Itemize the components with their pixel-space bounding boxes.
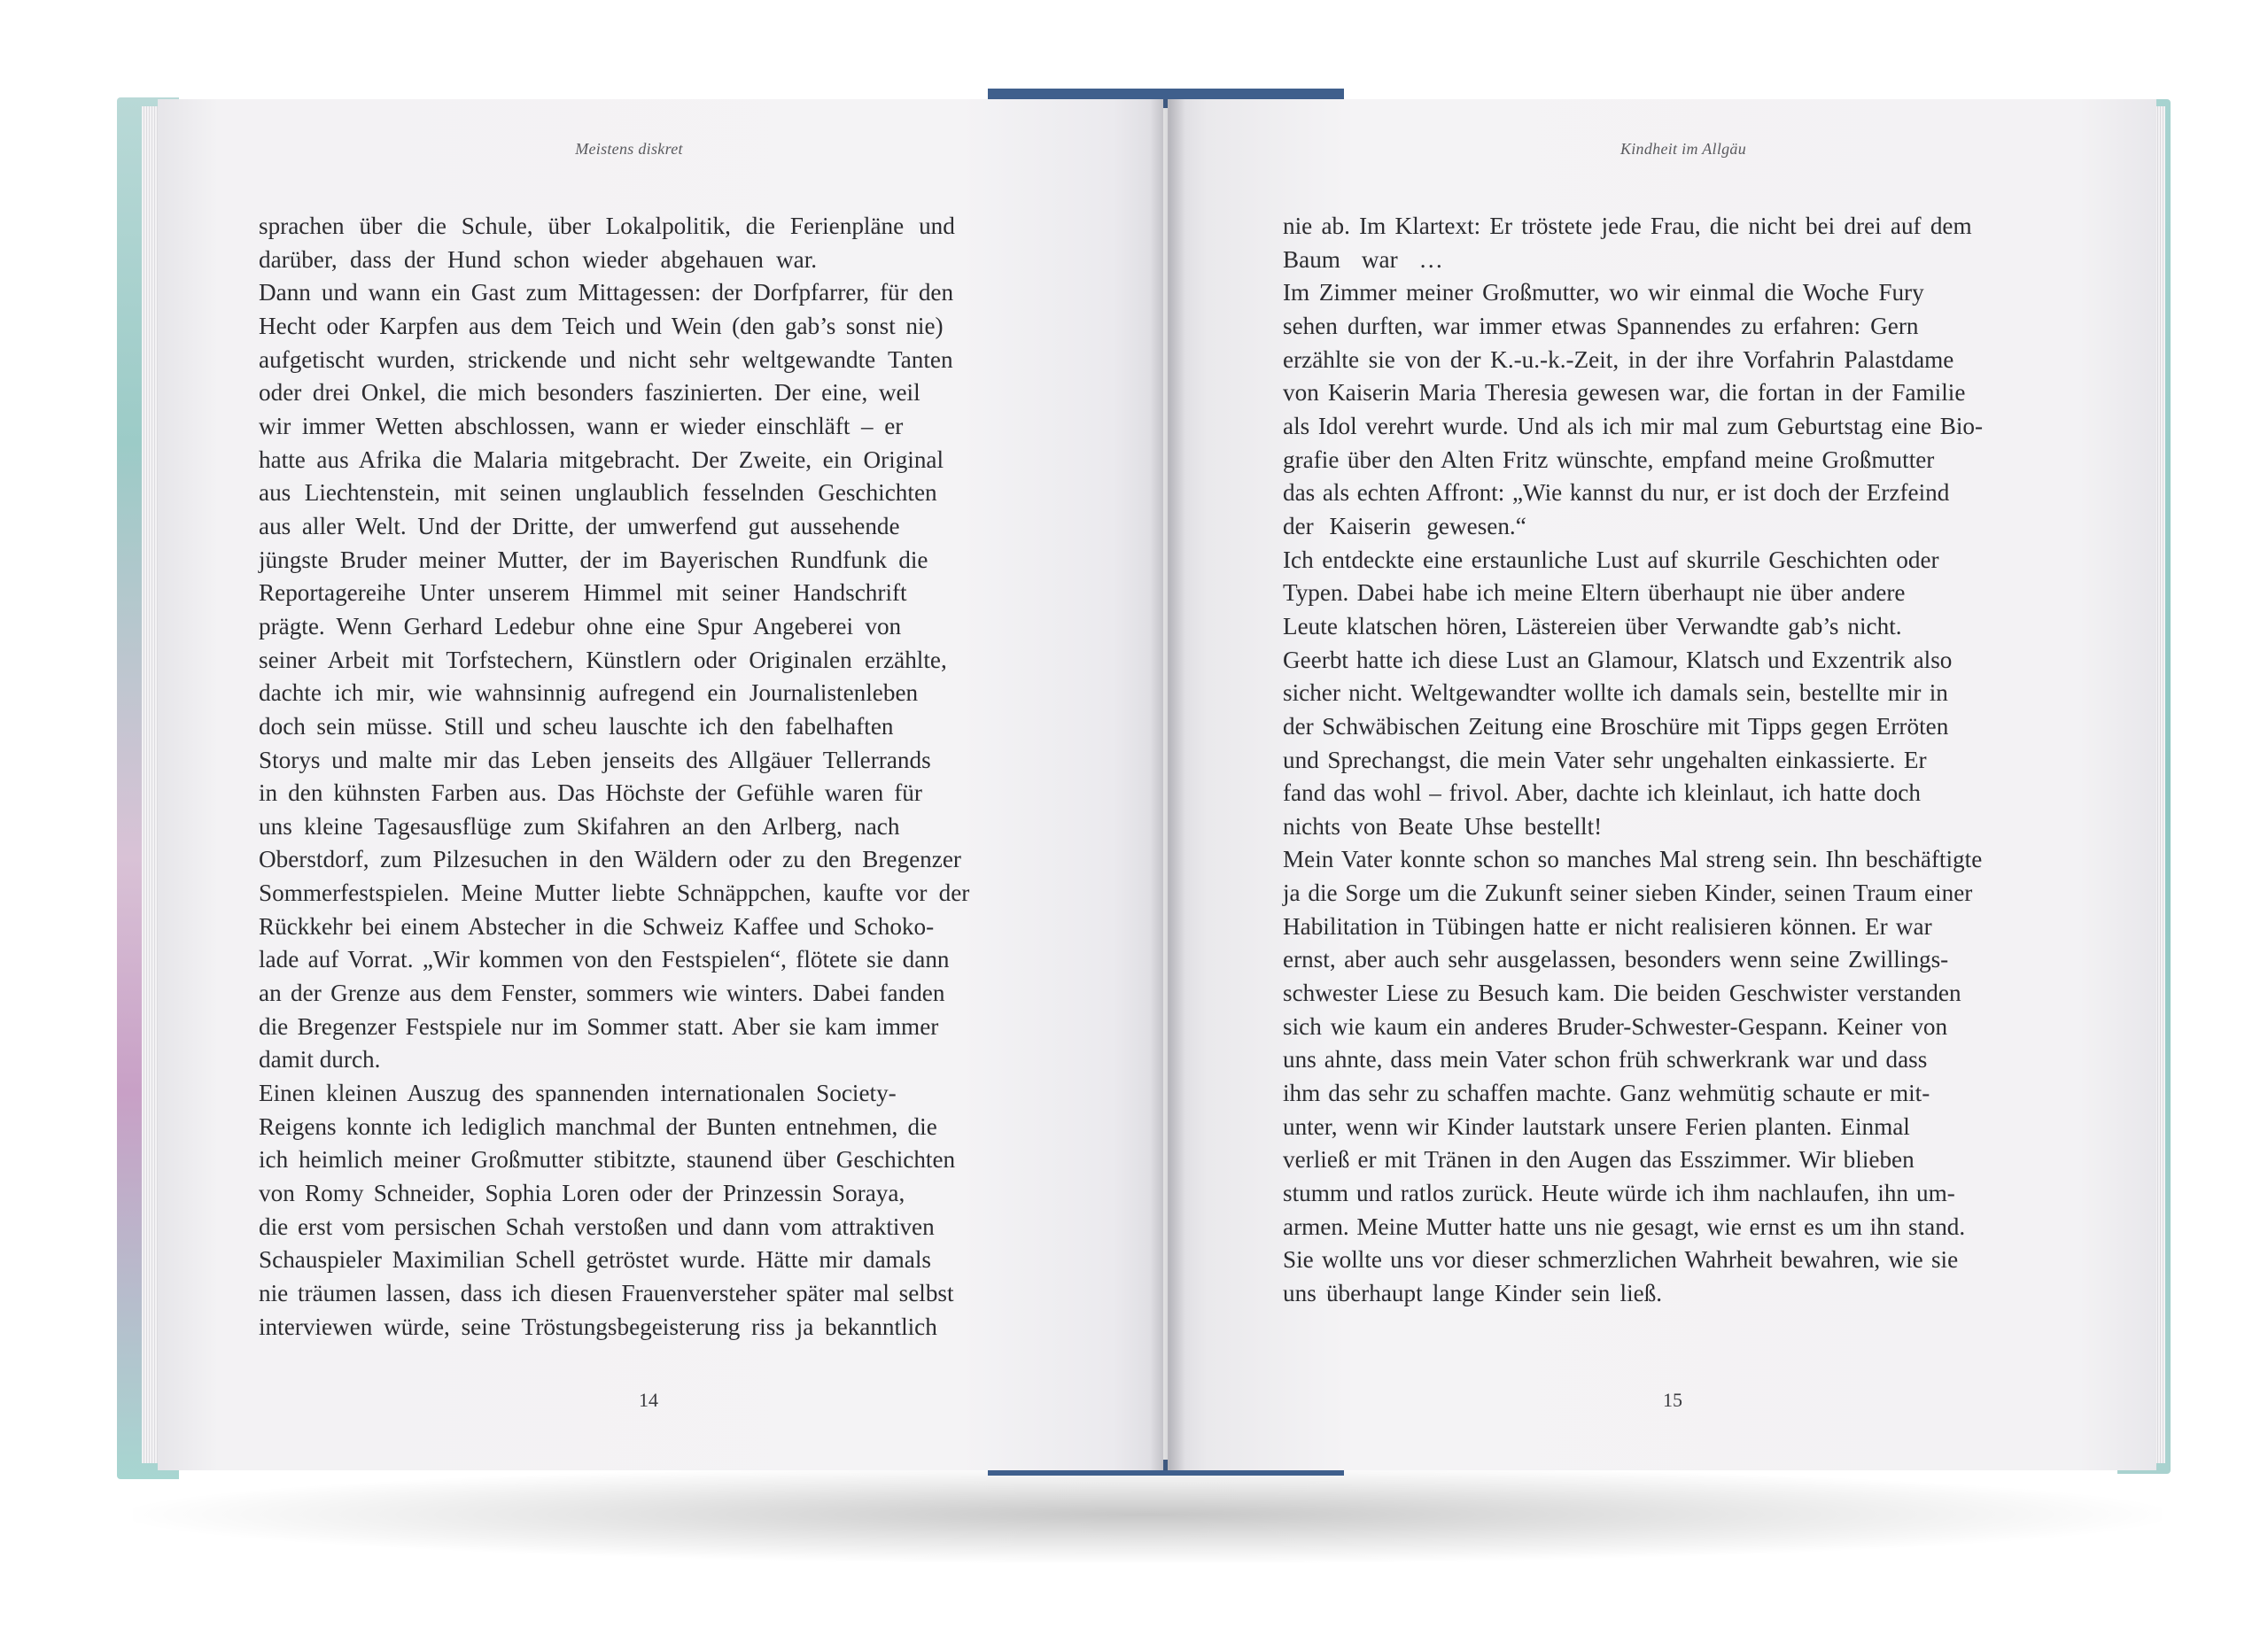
text-line: oder drei Onkel, die mich besonders faszinierten. Der eine, weil <box>259 379 920 407</box>
text-line: ihm das sehr zu schaffen machte. Ganz wehmütig schaute er mit- <box>1283 1080 1930 1107</box>
text-line: uns überhaupt lange Kinder sein ließ. <box>1283 1280 1663 1306</box>
text-line: ernst, aber auch sehr ausgelassen, besonders wenn seine Zwillings- <box>1283 946 1949 973</box>
text-line: seiner Arbeit mit Torfstechern, Künstlern oder Originalen erzählte, <box>259 646 947 673</box>
text-line: Hecht oder Karpfen aus dem Teich und Wein (den gab’s sonst nie) <box>259 312 944 339</box>
text-line: sprachen über die Schule, über Lokalpolitik, die Ferienpläne und <box>259 213 955 239</box>
text-line: der Kaiserin gewesen.“ <box>1283 512 1526 539</box>
text-line: die erst vom persischen Schah verstoßen und dann vom attraktiven <box>259 1213 935 1240</box>
text-line: an der Grenze aus dem Fenster, sommers wie winters. Dabei fanden <box>259 980 945 1007</box>
text-line: Baum war … <box>1283 245 1443 273</box>
text-line: Habilitation in Tübingen hatte er nicht realisieren können. Er war <box>1283 912 1932 940</box>
text-line: die Bregenzer Festspiele nur im Sommer statt. Aber sie kam immer <box>259 1012 939 1040</box>
text-line: interviewen würde, seine Tröstungsbegeisterung riss ja bekanntlich <box>259 1313 937 1340</box>
text-line: grafie über den Alten Fritz wünschte, empfand meine Großmutter <box>1283 446 1935 473</box>
text-line: Storys und malte mir das Leben jenseits des Allgäuer Tellerrands <box>259 746 931 773</box>
text-line: Einen kleinen Auszug des spannenden internationalen Society- <box>259 1080 897 1107</box>
text-line: sich wie kaum ein anderes Bruder-Schwester-Gespann. Keiner von <box>1283 1012 1948 1040</box>
text-line: von Kaiserin Maria Theresia gewesen war, die fortan in der Familie <box>1283 379 1966 407</box>
text-line: nie ab. Im Klartext: Er tröstete jede Frau, die nicht bei drei auf dem <box>1283 213 1972 239</box>
text-line: Dann und wann ein Gast zum Mittagessen: der Dorfpfarrer, für den <box>259 279 954 306</box>
text-line: doch sein müsse. Still und scheu lauschte ich den fabelhaften <box>259 712 894 740</box>
text-line: dachte ich mir, wie wahnsinnig aufregend ein Journalistenleben <box>259 679 919 707</box>
text-line: nie träumen lassen, dass ich diesen Frauenversteher später mal selbst <box>259 1280 954 1306</box>
page-number-right: 15 <box>1663 1389 1682 1411</box>
text-line: aus Liechtenstein, mit seinen unglaublich fesselnden Geschichten <box>259 479 937 507</box>
text-line: Schauspieler Maximilian Schell getröstet wurde. Hätte mir damals <box>259 1246 931 1274</box>
book-gutter <box>1150 99 1185 1470</box>
text-line: Sommerfestspielen. Meine Mutter liebte Schnäppchen, kaufte vor der <box>259 880 970 907</box>
text-line: von Romy Schneider, Sophia Loren oder der Prinzessin Soraya, <box>259 1180 905 1207</box>
text-line: und Sprechangst, die mein Vater sehr ungehalten einkassierte. Er <box>1283 746 1927 773</box>
text-line: damit durch. <box>259 1046 381 1073</box>
text-line: darüber, dass der Hund schon wieder abgehauen war. <box>259 245 818 273</box>
left-page-body <box>259 210 969 1344</box>
text-line: Typen. Dabei habe ich meine Eltern überhaupt nie über andere <box>1283 579 1906 607</box>
running-head-right: Kindheit im Allgäu <box>1619 140 1747 158</box>
text-line: der Schwäbischen Zeitung eine Broschüre mit Tipps gegen Erröten <box>1283 712 1949 740</box>
text-line: verließ er mit Tränen in den Augen das Esszimmer. Wir blieben <box>1283 1146 1915 1174</box>
text-line: Geerbt hatte ich diese Lust an Glamour, Klatsch und Exzentrik also <box>1283 646 1953 673</box>
text-line: Rückkehr bei einem Abstecher in die Schweiz Kaffee und Schoko- <box>259 912 935 940</box>
text-line: aus aller Welt. Und der Dritte, der umwerfend gut aussehende <box>259 512 900 539</box>
text-line: das als echten Affront: „Wie kannst du nur, er ist doch der Erzfeind <box>1283 479 1950 507</box>
text-line: Sie wollte uns vor dieser schmerzlichen Wahrheit bewahren, wie sie <box>1283 1246 1959 1274</box>
text-line: Leute klatschen hören, Lästereien über Verwandte gab’s nicht. <box>1283 612 1902 639</box>
text-line: Im Zimmer meiner Großmutter, wo wir einmal die Woche Fury <box>1283 279 1924 306</box>
text-line: Oberstdorf, zum Pilzesuchen in den Wäldern oder zu den Bregenzer <box>259 846 961 873</box>
text-line: schwester Liese zu Besuch kam. Die beiden Geschwister verstanden <box>1283 980 1961 1007</box>
text-line: armen. Meine Mutter hatte uns nie gesagt, wie ernst es um ihn stand. <box>1283 1213 1966 1240</box>
text-line: als Idol verehrt wurde. Und als ich mir mal zum Geburtstag eine Bio- <box>1283 412 1984 439</box>
text-line: Mein Vater konnte schon so manches Mal streng sein. Ihn beschäftigte <box>1283 846 1983 873</box>
text-line: aufgetischt wurden, strickende und nicht sehr weltgewandte Tanten <box>259 345 953 373</box>
text-line: jüngste Bruder meiner Mutter, der im Bayerischen Rundfunk die <box>259 546 928 573</box>
text-line: Reigens konnte ich lediglich manchmal der Bunten entnehmen, die <box>259 1112 937 1140</box>
text-line: wir immer Wetten abschlossen, wann er wieder einschläft – er <box>259 412 904 439</box>
text-line: lade auf Vorrat. „Wir kommen von den Festspielen“, flötete sie dann <box>259 946 950 973</box>
text-line: erzählte sie von der K.-u.-k.-Zeit, in der ihre Vorfahrin Palastdame <box>1283 345 1954 373</box>
text-line: in den kühnsten Farben aus. Das Höchste der Gefühle waren für <box>259 779 922 807</box>
text-line: uns ahnte, dass mein Vater schon früh schwerkrank war und dass <box>1283 1046 1928 1073</box>
text-line: ich heimlich meiner Großmutter stibitzte, staunend über Geschichten <box>259 1146 956 1174</box>
running-head-left: Meistens diskret <box>575 140 683 158</box>
text-line: Reportagereihe Unter unserem Himmel mit seiner Handschrift <box>259 579 907 607</box>
page-number-left: 14 <box>639 1389 658 1411</box>
book-shadow <box>133 1466 2162 1563</box>
text-line: unter, wenn wir Kinder lautstark unsere Ferien planten. Einmal <box>1283 1112 1910 1140</box>
text-line: fand das wohl – frivol. Aber, dachte ich kleinlaut, ich hatte doch <box>1283 779 1921 807</box>
text-line: nichts von Beate Uhse bestellt! <box>1283 812 1603 840</box>
right-page-body <box>1283 210 1983 1311</box>
text-line: hatte aus Afrika die Malaria mitgebracht. Der Zweite, ein Original <box>259 446 944 473</box>
text-line: prägte. Wenn Gerhard Ledebur ohne eine Spur Angeberei von <box>259 612 902 639</box>
text-line: stumm und ratlos zurück. Heute würde ich ihm nachlaufen, ihn um- <box>1283 1180 1955 1207</box>
text-line: uns kleine Tagesausflüge zum Skifahren an den Arlberg, nach <box>259 812 900 840</box>
text-line: ja die Sorge um die Zukunft seiner sieben Kinder, seinen Traum einer <box>1283 880 1973 907</box>
text-line: Ich entdeckte eine erstaunliche Lust auf skurrile Geschichten oder <box>1283 546 1939 573</box>
text-line: sehen durften, war immer etwas Spannendes zu erfahren: Gern <box>1283 312 1919 339</box>
text-line: sicher nicht. Weltgewandter wollte ich damals sein, bestellte mir in <box>1283 679 1948 707</box>
